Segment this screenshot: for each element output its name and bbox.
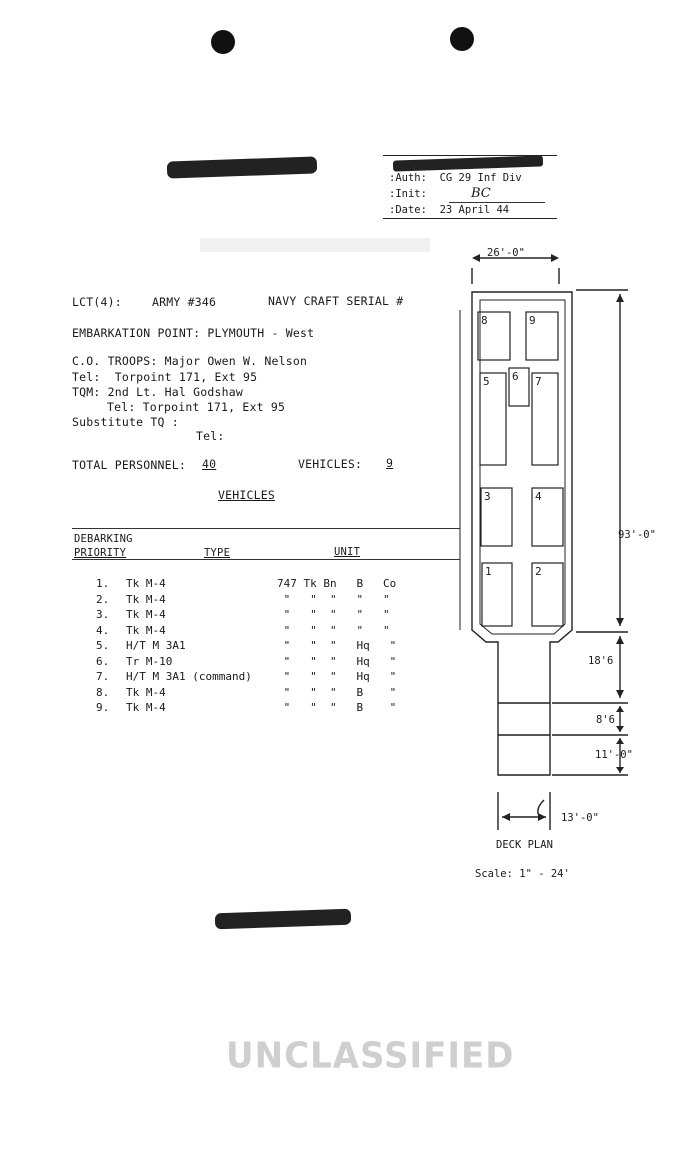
vehicles-label: VEHICLES: (298, 457, 363, 471)
lct-label: LCT(4): (72, 295, 122, 309)
vehicle-row-unit: 747 Tk Bn B Co (277, 577, 397, 590)
redaction-bar-top (167, 156, 318, 178)
vehicle-row-unit: " " " " " (277, 623, 390, 637)
substitute-tq: Substitute TQ : (72, 415, 179, 429)
vehicle-row-number: 8. (96, 685, 110, 699)
stamp-init-signature: BC (471, 186, 491, 201)
vehicle-row-type: H/T M 3A1 (command) (126, 670, 252, 683)
stamp-init: :Init: (389, 188, 427, 200)
punch-hole-left (211, 30, 235, 54)
vehicle-row-unit: " " " " " (277, 608, 390, 621)
deck-scale: Scale: 1" - 24' (475, 868, 570, 880)
col-header-unit: UNIT (334, 546, 361, 558)
deck-slot-label: 2 (535, 565, 542, 578)
vehicle-row-type: Tk M-4 (126, 592, 166, 606)
deck-dim-b: 8'6 (596, 714, 615, 726)
deck-slot-label: 1 (485, 565, 492, 578)
vehicles-value: 9 (386, 456, 394, 470)
vehicle-row-number: 3. (96, 608, 110, 621)
deck-plan-caption: DECK PLAN (496, 839, 553, 851)
vehicle-row-number: 9. (96, 701, 110, 714)
unclassified-stamp: UNCLASSIFIED (226, 1035, 515, 1077)
deck-length-label: 93'-0" (618, 529, 656, 541)
substitute-tel: Tel: (196, 429, 225, 443)
vehicle-row-number: 4. (96, 623, 110, 637)
vehicle-row-number: 1. (96, 577, 110, 590)
deck-slot-label: 7 (535, 375, 542, 388)
punch-hole-right (450, 27, 474, 51)
deck-width-label: 26'-0" (487, 247, 525, 259)
vehicle-row-type: Tr M-10 (126, 654, 173, 668)
tqm-tel: Tel: Torpoint 171, Ext 95 (107, 400, 286, 414)
vehicle-row-type: Tk M-4 (126, 685, 166, 699)
deck-slot-label: 9 (529, 314, 536, 327)
vehicle-row-type: Tk M-4 (126, 623, 166, 637)
table-header-rule (72, 559, 460, 560)
vehicle-row-unit: " " " B " (277, 685, 397, 699)
total-personnel-value: 40 (202, 457, 217, 471)
navy-serial-label: NAVY CRAFT SERIAL # (268, 294, 404, 308)
vehicle-row-unit: " " " Hq " (277, 639, 397, 652)
deck-slot-label: 4 (535, 490, 542, 503)
deck-plan (440, 240, 688, 890)
col-header-priority: PRIORITY (74, 547, 127, 559)
co-tel: Tel: Torpoint 171, Ext 95 (72, 370, 258, 384)
co-troops: C.O. TROOPS: Major Owen W. Nelson (72, 354, 308, 368)
total-personnel-label: TOTAL PERSONNEL: (72, 458, 186, 472)
ramp-width-label: 13'-0" (561, 812, 599, 824)
embarkation-point: EMBARKATION POINT: PLYMOUTH - West (72, 326, 315, 340)
deck-dim-a: 18'6 (588, 655, 614, 667)
vehicles-heading: VEHICLES (218, 488, 275, 502)
army-number: ARMY #346 (152, 295, 217, 309)
tqm: TQM: 2nd Lt. Hal Godshaw (72, 385, 243, 399)
faded-heading (200, 237, 430, 256)
stamp-auth: :Auth: CG 29 Inf Div (389, 172, 522, 184)
authorization-stamp (383, 155, 557, 219)
deck-slot-label: 8 (481, 314, 488, 327)
vehicle-row-type: Tk M-4 (126, 701, 166, 714)
vehicle-row-unit: " " " B " (277, 701, 397, 714)
vehicle-row-unit: " " " Hq " (277, 654, 397, 668)
vehicle-row-type: Tk M-4 (126, 608, 166, 621)
deck-slot-label: 6 (512, 370, 519, 383)
redaction-bar-bottom (215, 909, 351, 930)
table-top-rule (72, 528, 460, 529)
deck-dim-c: 11'-0" (595, 749, 633, 761)
vehicle-row-unit: " " " " " (277, 592, 390, 606)
vehicle-row-number: 2. (96, 592, 110, 606)
stamp-date: :Date: 23 April 44 (389, 204, 510, 216)
deck-slot-label: 3 (484, 490, 491, 503)
col-header-type: TYPE (204, 547, 231, 559)
vehicle-row-number: 5. (96, 639, 110, 652)
vehicle-row-number: 6. (96, 654, 110, 668)
vehicle-row-unit: " " " Hq " (277, 670, 397, 683)
vehicle-row-type: H/T M 3A1 (126, 639, 186, 652)
vehicle-row-number: 7. (96, 670, 110, 683)
col-header-debarking: DEBARKING (74, 533, 133, 545)
stamp-redaction (393, 155, 543, 171)
vehicle-row-type: Tk M-4 (126, 577, 166, 590)
deck-slot-label: 5 (483, 375, 490, 388)
